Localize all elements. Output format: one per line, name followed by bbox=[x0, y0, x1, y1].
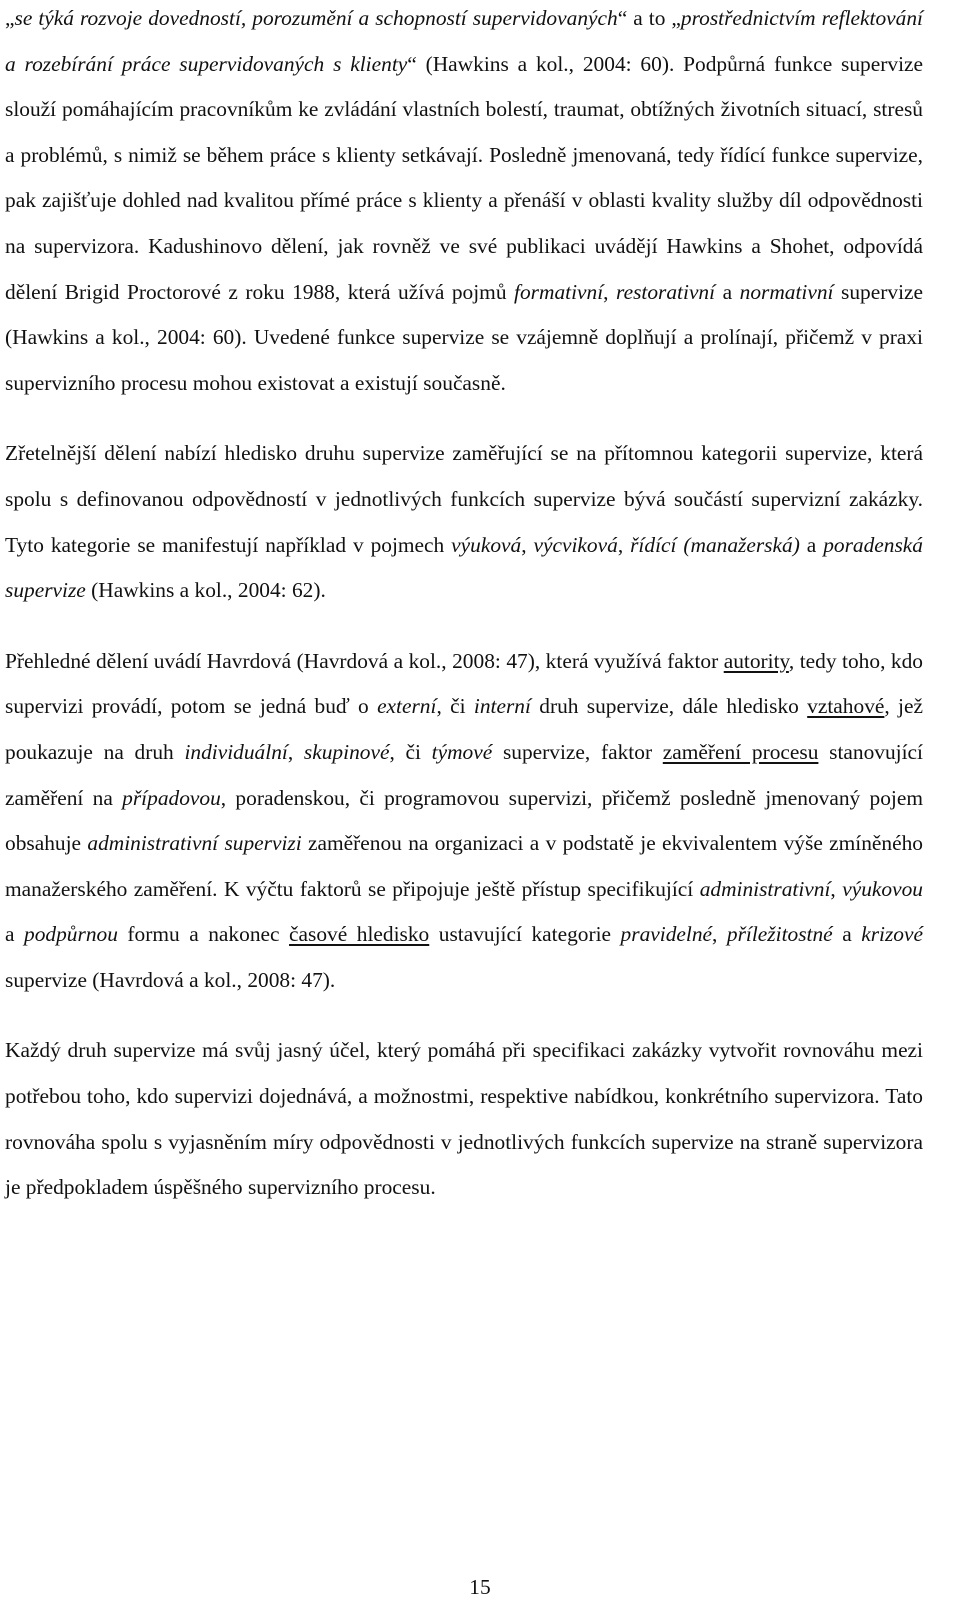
text-run: „ bbox=[5, 6, 15, 30]
italic-term: restorativní bbox=[616, 279, 716, 304]
text-run: , bbox=[617, 532, 631, 557]
italic-term: podpůrnou bbox=[24, 922, 118, 947]
italic-term: výukovou bbox=[842, 876, 923, 901]
paragraph-purpose bbox=[5, 1028, 923, 1210]
text-run: , či bbox=[436, 694, 474, 719]
text-run: formu a nakonec bbox=[117, 922, 290, 947]
text-run: Zřetelnější dělení nabízí hledisko druhu supervize zaměřující se na přítomnou kategorii supervize, která spolu s definovanou odpovědností v jednotlivých funkcích supervize bývá součástí supervizní zakázky. Tyto kategorie se manifestují například v pojmech bbox=[5, 441, 923, 557]
text-run: , bbox=[830, 876, 843, 901]
text-run: a bbox=[715, 279, 740, 304]
text-run: ustavující kategorie bbox=[429, 922, 621, 947]
page-number: 15 bbox=[469, 1575, 491, 1599]
italic-term: formativní bbox=[514, 279, 604, 304]
text-run: , či bbox=[389, 739, 432, 764]
italic-term: individuální bbox=[184, 739, 288, 764]
italic-term: pravidelné bbox=[620, 922, 713, 947]
underlined-term: autority bbox=[723, 648, 789, 673]
italic-term: administrativní supervizi bbox=[87, 831, 302, 856]
paragraph-havrdova-division bbox=[5, 639, 923, 1004]
text-run: , bbox=[521, 532, 534, 557]
italic-term: skupinové bbox=[303, 739, 390, 764]
text-run: a bbox=[799, 532, 824, 557]
italic-term: prostřednictvím reflektování a rozebírání práce supervidovaných s klienty bbox=[5, 6, 923, 76]
italic-term: externí bbox=[377, 694, 437, 719]
text-run: “ a to „ bbox=[617, 6, 681, 30]
italic-term: řídící (manažerská) bbox=[630, 532, 800, 557]
italic-term: případovou bbox=[122, 785, 221, 810]
italic-term: příležitostné bbox=[726, 922, 833, 947]
text-run: a bbox=[832, 922, 862, 947]
text-run: supervize, faktor bbox=[492, 739, 663, 764]
italic-term: se týká rozvoje dovedností, porozumění a schopností supervidovaných bbox=[14, 6, 618, 30]
document-page bbox=[5, 0, 923, 1211]
paragraph-functions bbox=[5, 0, 923, 406]
text-run: , bbox=[603, 279, 617, 304]
italic-term: krizové bbox=[861, 922, 923, 947]
italic-term: týmové bbox=[431, 739, 493, 764]
paragraph-categories bbox=[5, 431, 923, 613]
underlined-term: časové hledisko bbox=[289, 922, 430, 947]
italic-term: výuková bbox=[451, 532, 522, 557]
text-run: druh supervize, dále hledisko bbox=[530, 694, 808, 719]
text-run: a bbox=[5, 922, 25, 947]
text-run: supervize (Hawkins a kol., 2004: 60). Uvedené funkce supervize se vzájemně doplňují a prolínají, přičemž v praxi supervizního procesu mohou existovat a existují současně. bbox=[5, 279, 923, 395]
text-run: , tedy toho, kdo supervizi provádí, potom se jedná buď o bbox=[5, 648, 923, 719]
text-run: , poradenskou, či programovou supervizi, přičemž posledně jmenovaný pojem obsahuje bbox=[5, 785, 923, 856]
italic-term: poradenská supervize bbox=[5, 532, 923, 603]
italic-term: normativní bbox=[739, 279, 834, 304]
text-run: Každý druh supervize má svůj jasný účel, který pomáhá při specifikaci zakázky vytvořit rovnováhu mezi potřebou toho, kdo supervizi dojednává, a možnostmi, respektive nabídkou, konkrétního supervizora. Tato rovnováha spolu s vyjasněním míry odpovědnosti v jednotlivých funkcích supervize na straně supervizora je předpokladem úspěšného supervizního procesu. bbox=[5, 1038, 923, 1200]
underlined-term: zaměření procesu bbox=[662, 739, 819, 764]
text-run: , bbox=[287, 739, 304, 764]
text-run: supervize (Havrdová a kol., 2008: 47). bbox=[5, 967, 336, 992]
text-run: zaměřenou na organizaci a v podstatě je ekvivalentem výše zmíněného manažerského zaměření. K výčtu faktorů se připojuje ještě přístup specifikující bbox=[5, 831, 924, 901]
text-run: Přehledné dělení uvádí Havrdová (Havrdová a kol., 2008: 47), která využívá faktor bbox=[5, 648, 724, 673]
italic-term: výcviková bbox=[533, 532, 618, 557]
text-run: stanovující zaměření na bbox=[5, 739, 923, 810]
italic-term: administrativní bbox=[699, 876, 831, 901]
text-run: , bbox=[712, 922, 727, 947]
italic-term: interní bbox=[473, 694, 531, 719]
text-run: , jež poukazuje na druh bbox=[5, 694, 923, 764]
text-run: (Hawkins a kol., 2004: 62). bbox=[85, 578, 326, 603]
text-run: “ (Hawkins a kol., 2004: 60). Podpůrná funkce supervize slouží pomáhajícím pracovníkům ke zvládání vlastních bolestí, traumat, obtížných životních situací, stresů a problémů, s nimiž se během práce s klienty setkávají. Posledně jmenovaná, tedy řídící funkce supervize, pak zajišťuje dohled nad kvalitou přímé práce s klienty a přenáší v oblasti kvality služby díl odpovědnosti na supervizora. Kadushinovo dělení, jak rovněž ve své publikaci uvádějí Hawkins a Shohet, odpovídá dělení Brigid Proctorové z roku 1988, která užívá pojmů bbox=[5, 51, 923, 304]
underlined-term: vztahové bbox=[807, 694, 885, 719]
